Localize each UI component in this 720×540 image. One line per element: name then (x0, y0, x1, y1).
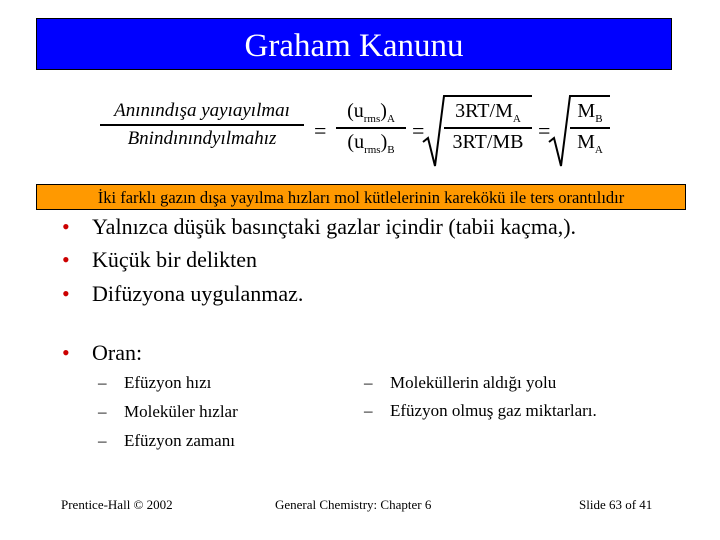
sub-list-item: – Efüzyon hızı (98, 373, 212, 392)
bullet-text: Küçük bir delikten (92, 247, 257, 272)
footer-slide-number: Slide 63 of 41 (579, 497, 653, 512)
sqrt-mass-denominator: $M_A$ (577, 131, 603, 156)
sub-bullet-text: Efüzyon hızı (124, 373, 212, 392)
fraction-bar (570, 127, 610, 129)
bullet-text: Difüzyona uygulanmaz. (92, 281, 304, 306)
bullet-text: Yalnızca düşük basınçtaki gazlar içindir (tabii kaçma,). (92, 214, 577, 239)
bullet-icon: • (62, 340, 70, 365)
footer-publisher: Prentice-Hall © 2002 (61, 497, 173, 512)
list-item (62, 247, 257, 273)
sqrt-fraction-rt (444, 100, 532, 154)
title-bar (36, 18, 672, 70)
sub-bullet-text: Moleküllerin aldığı yolu (390, 373, 557, 392)
sqrt-fraction-mass (570, 100, 610, 156)
equals-sign-3: = (538, 118, 551, 143)
equals-sign-2: = (412, 118, 425, 143)
sub-list-item: – Moleküler hızlar (98, 402, 238, 421)
sqrt-mass-numerator: $M_B$ (577, 100, 603, 125)
sub-bullet-text: Efüzyon zamanı (124, 431, 235, 450)
bullet-icon: • (62, 247, 70, 272)
list-item (62, 340, 142, 366)
urms-denominator: $(u_{rms})_B$ (347, 131, 395, 156)
fraction-bar (336, 127, 406, 129)
graham-formula (100, 94, 620, 172)
square-root-icon (548, 94, 572, 170)
footer-chapter: General Chemistry: Chapter 6 (275, 497, 432, 512)
law-statement-banner (36, 184, 686, 210)
slide-title: Graham Kanunu (244, 28, 464, 64)
rate-ratio-denominator: Bnindınındyılmahız (127, 128, 277, 149)
bullet-icon: • (62, 281, 70, 306)
bullet-text: Oran: (92, 340, 143, 365)
sub-bullet-text: Efüzyon olmuş gaz miktarları. (390, 401, 597, 420)
fraction-bar (444, 127, 532, 129)
square-root-icon (422, 94, 446, 170)
law-statement-text: İki farklı gazın dışa yayılma hızları mol kütlelerinin karekökü ile ters orantılıdır (97, 188, 625, 207)
sqrt-vinculum (444, 95, 532, 97)
sub-bullet-text: Moleküler hızlar (124, 402, 238, 421)
equals-sign-1: = (314, 118, 327, 143)
fraction-bar (100, 124, 304, 126)
sqrt-rt-denominator: 3RT/MB (452, 131, 524, 153)
sqrt-rt-numerator: $3RT/M_A$ (455, 100, 521, 125)
sqrt-vinculum (570, 95, 610, 97)
rate-ratio-numerator: Anınındışa yayıayılmaı (114, 100, 290, 121)
urms-numerator: $(u_{rms})_A$ (347, 100, 395, 125)
list-item (62, 214, 576, 240)
bullet-icon: • (62, 214, 70, 239)
list-item (62, 281, 303, 307)
sub-list-item: – Efüzyon zamanı (98, 431, 235, 450)
rate-ratio-fraction (100, 100, 304, 150)
sub-list-item: – Efüzyon olmuş gaz miktarları. (364, 401, 597, 420)
sub-list-item: – Moleküllerin aldığı yolu (364, 373, 557, 392)
urms-fraction (336, 100, 406, 156)
